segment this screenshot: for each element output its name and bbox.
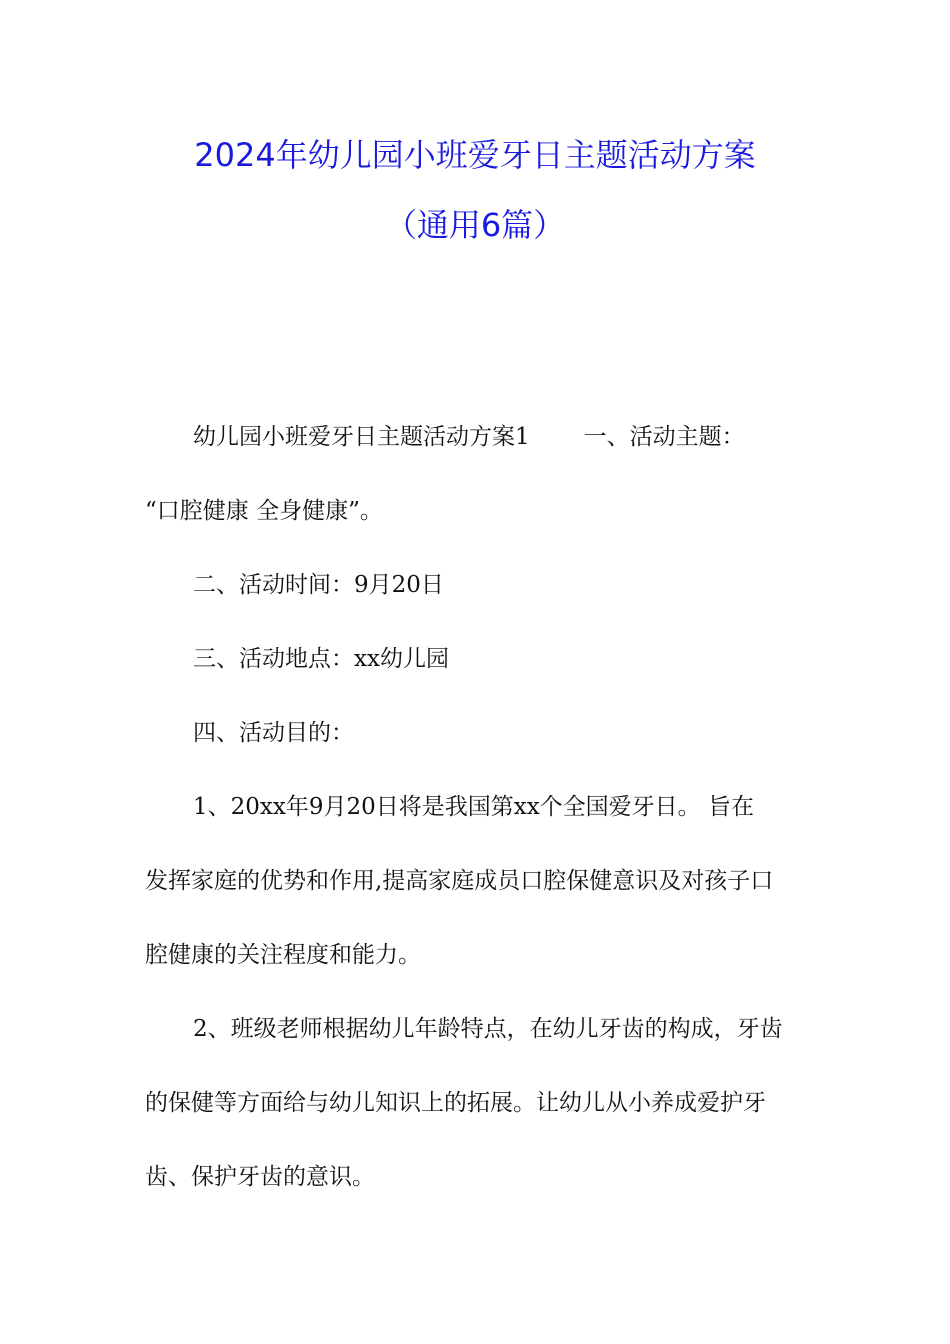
document-subtitle: （通用6篇） [384,206,566,244]
purpose-item-2-line-1: 2、班级老师根据幼儿年龄特点，在幼儿牙齿的构成，牙齿 [193,1016,783,1042]
purpose-item-2-line-3: 齿、保护牙齿的意识。 [145,1164,375,1190]
section-heading-line [145,400,807,474]
activity-purpose-heading: 四、活动目的： [193,720,354,746]
activity-theme-text: “口腔健康 全身健康”。 [145,498,383,524]
section-heading: 幼儿园小班爱牙日主题活动方案1 [193,424,530,450]
document-title: 2024年幼儿园小班爱牙日主题活动方案 [194,136,756,174]
purpose-item-2-line-2: 的保健等方面给与幼儿知识上的拓展。让幼儿从小养成爱护牙 [145,1090,766,1116]
purpose-item-1-line-1: 1、20xx年9月20日将是我国第xx个全国爱牙日。 旨在 [193,794,754,820]
activity-time: 二、活动时间：9月20日 [193,572,444,598]
document-body [145,400,807,1214]
activity-place: 三、活动地点：xx幼儿园 [193,646,449,672]
purpose-item-1-line-2: 发挥家庭的优势和作用,提高家庭成员口腔保健意识及对孩子口 [145,868,774,894]
activity-theme-label: 一、活动主题： [583,424,745,450]
purpose-item-1-line-3: 腔健康的关注程度和能力。 [145,942,421,968]
